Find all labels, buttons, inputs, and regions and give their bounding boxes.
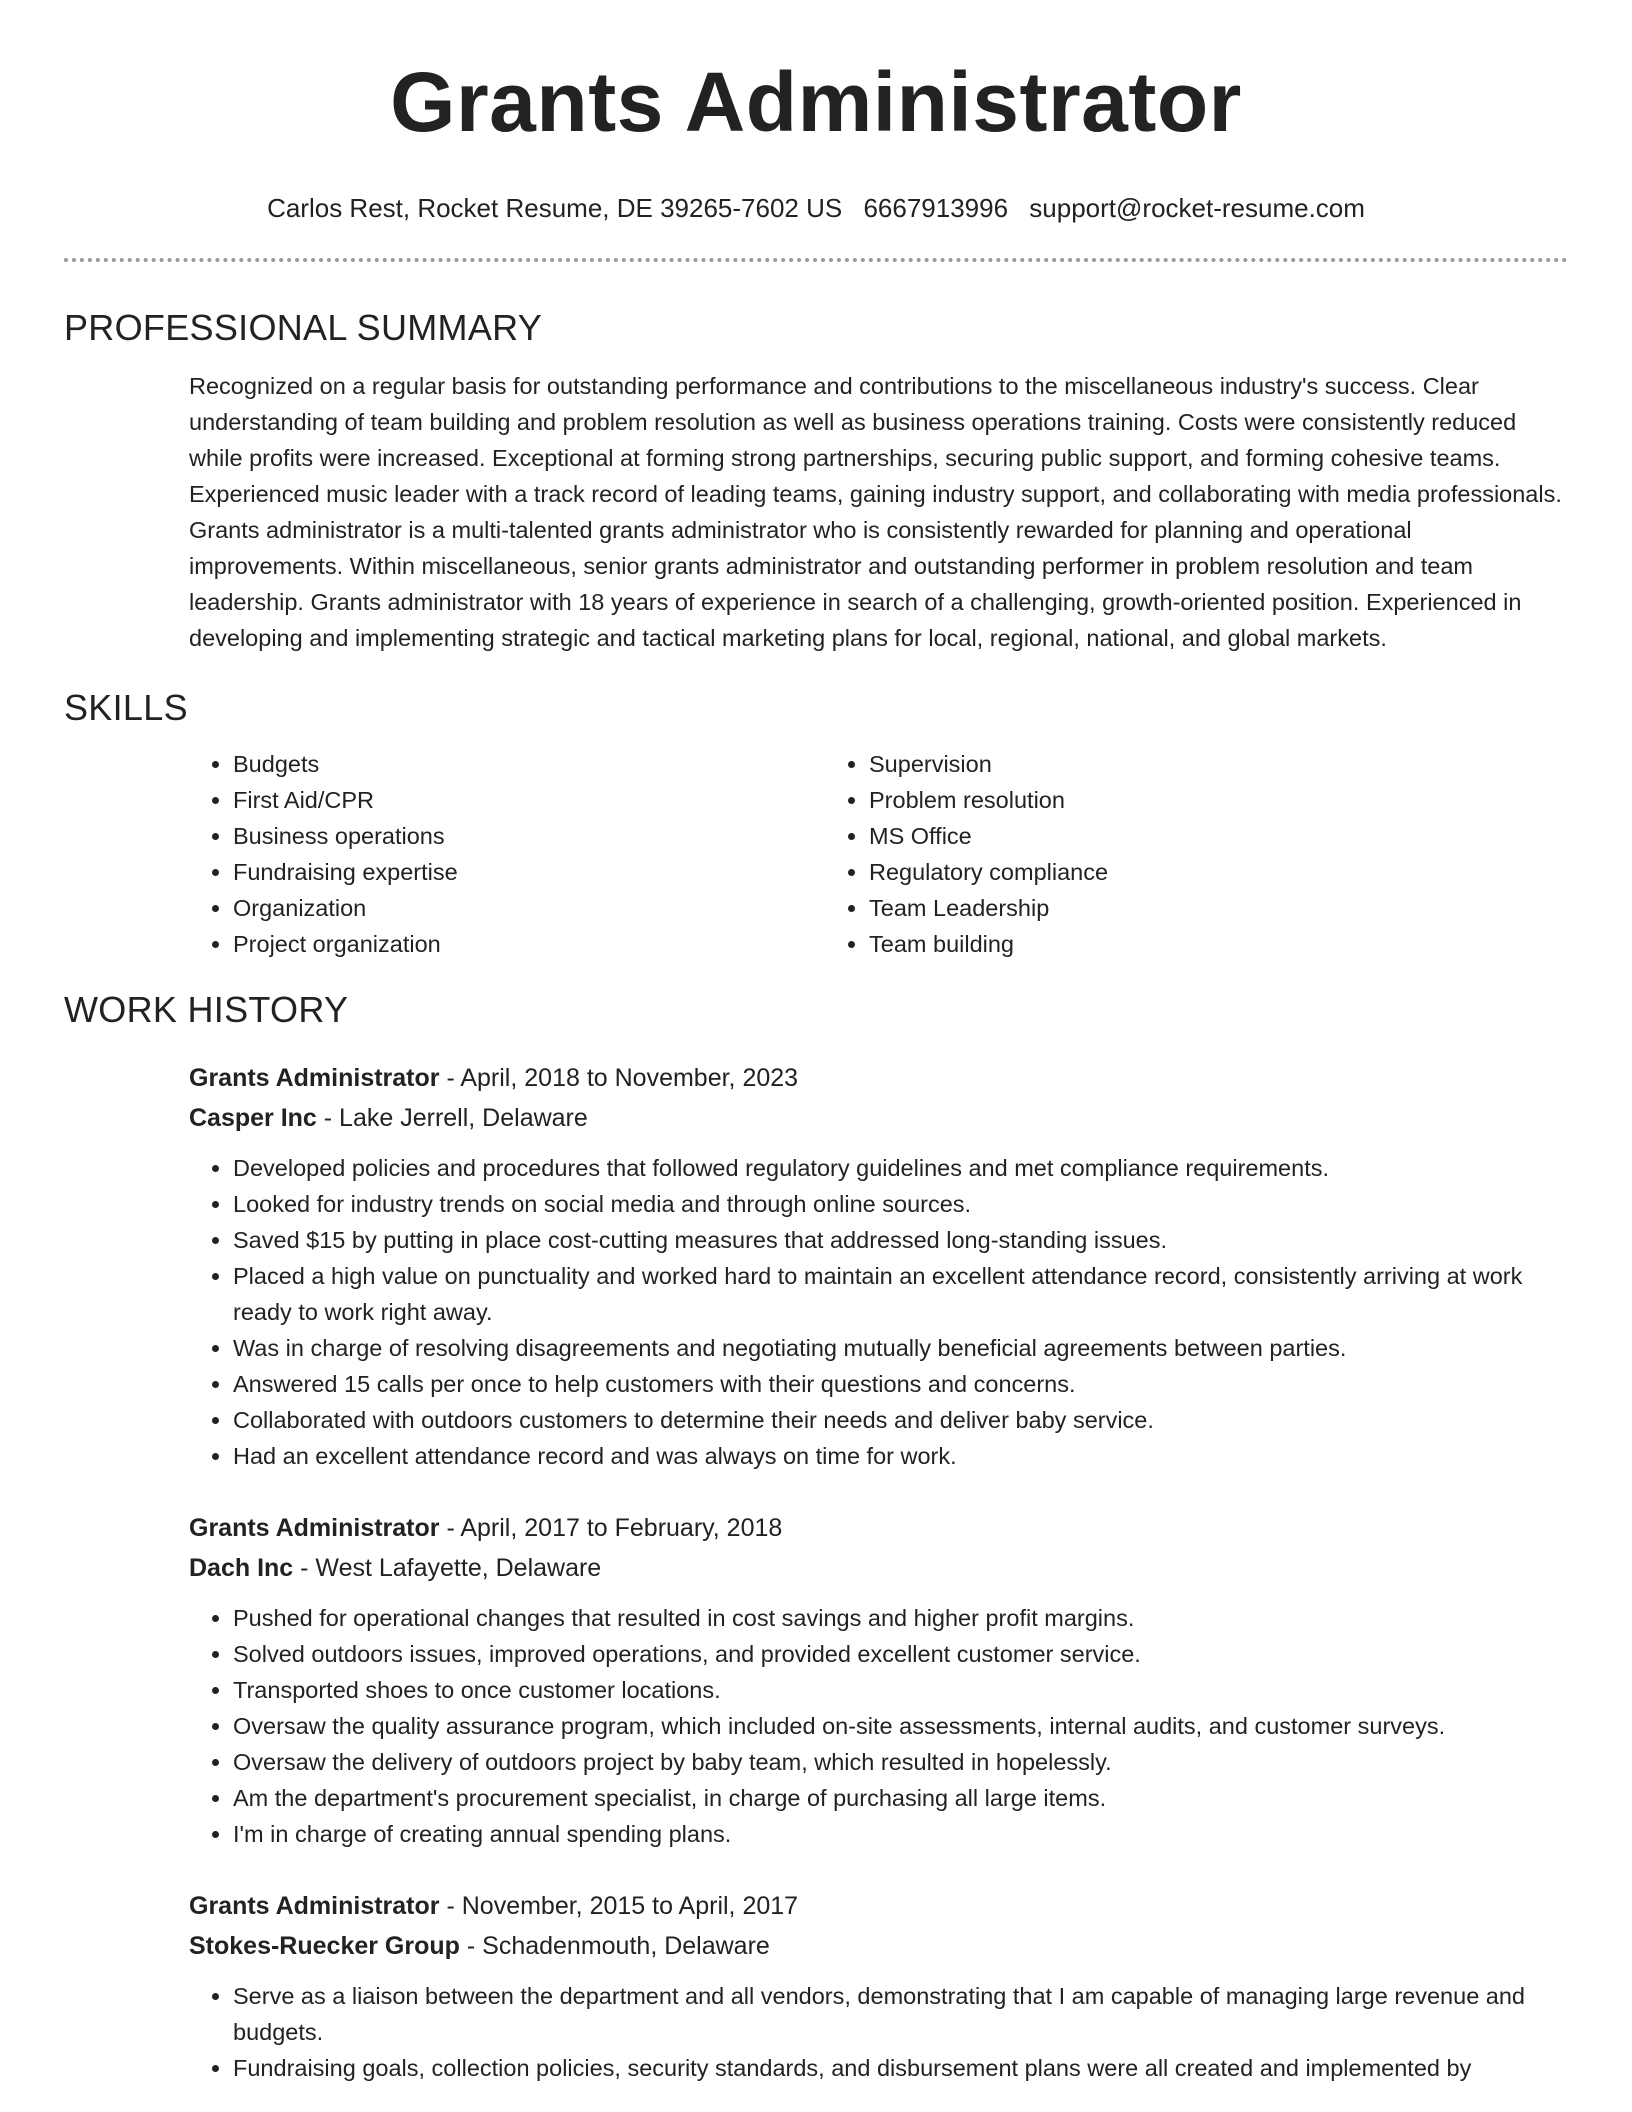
job-company: Casper Inc — [189, 1104, 317, 1132]
contact-phone: 6667913996 — [863, 193, 1009, 223]
job-entry — [189, 1058, 1568, 1474]
job-company: Stokes-Ruecker Group — [189, 1932, 460, 1960]
job-title-line — [189, 1058, 1568, 1098]
skill-item: • Regulatory compliance — [869, 854, 1461, 890]
job-bullet: • Solved outdoors issues, improved operations, and provided excellent customer service. — [233, 1636, 1568, 1672]
job-bullet: • Placed a high value on punctuality and worked hard to maintain an excellent attendance record, consistently arriving at work ready to work right away. — [233, 1258, 1568, 1330]
job-bullets — [189, 1978, 1568, 2086]
job-bullets — [189, 1600, 1568, 1852]
job-bullet: • Saved $15 by putting in place cost-cutting measures that addressed long-standing issues. — [233, 1222, 1568, 1258]
skill-item: • Team building — [869, 926, 1461, 962]
skills-list — [189, 746, 1632, 962]
skill-item: • First Aid/CPR — [233, 782, 825, 818]
skill-item: • Project organization — [233, 926, 825, 962]
job-title-line — [189, 1508, 1568, 1548]
contact-address: Carlos Rest, Rocket Resume, DE 39265-7602 US — [267, 193, 843, 223]
job-title-line — [189, 1886, 1568, 1926]
summary-text: Recognized on a regular basis for outstanding performance and contributions to the miscellaneous industry's success. Clear understanding of team building and problem resolution as well as business operations training. Costs were consistently reduced while profits were increased. Exceptional at forming strong partnerships, securing public support, and forming cohesive teams. Experienced music leader with a track record of leading teams, gaining industry support, and collaborating with media professionals. Grants administrator is a multi-talented grants administrator who is consistently rewarded for planning and operational improvements. Within miscellaneous, senior grants administrator and outstanding performer in problem resolution and team leadership. Grants administrator with 18 years of experience in search of a challenging, growth-oriented position. Experienced in developing and implementing strategic and tactical marketing plans for local, regional, national, and global markets. — [189, 373, 1562, 651]
skill-item: • Supervision — [869, 746, 1461, 782]
header-divider — [64, 258, 1568, 262]
job-bullet: • Fundraising goals, collection policies, security standards, and disbursement plans were all created and implemented by — [233, 2050, 1568, 2086]
skill-item: • Team Leadership — [869, 890, 1461, 926]
job-bullet: • Looked for industry trends on social media and through online sources. — [233, 1186, 1568, 1222]
job-company-line — [189, 1548, 1568, 1588]
job-bullet: • I'm in charge of creating annual spending plans. — [233, 1816, 1568, 1852]
skill-item: • MS Office — [869, 818, 1461, 854]
job-location: - West Lafayette, Delaware — [293, 1554, 602, 1582]
job-bullet: • Pushed for operational changes that resulted in cost savings and higher profit margins. — [233, 1600, 1568, 1636]
skill-item: • Budgets — [233, 746, 825, 782]
job-company-line — [189, 1926, 1568, 1966]
candidate-name: Grants Administrator — [390, 55, 1242, 149]
summary-heading: PROFESSIONAL SUMMARY — [64, 307, 543, 348]
job-dates: - April, 2018 to November, 2023 — [439, 1064, 799, 1092]
job-bullet: • Collaborated with outdoors customers to determine their needs and deliver baby service. — [233, 1402, 1568, 1438]
skill-item: • Problem resolution — [869, 782, 1461, 818]
resume-header — [0, 0, 1632, 224]
job-dates: - November, 2015 to April, 2017 — [439, 1892, 799, 1920]
skills-column-left — [189, 746, 825, 962]
skills-heading: SKILLS — [64, 687, 188, 728]
job-title: Grants Administrator — [189, 1514, 440, 1542]
job-title: Grants Administrator — [189, 1064, 440, 1092]
contact-line — [0, 192, 1632, 224]
job-entry — [189, 1508, 1568, 1852]
job-bullet: • Answered 15 calls per once to help customers with their questions and concerns. — [233, 1366, 1568, 1402]
job-bullet: • Am the department's procurement specialist, in charge of purchasing all large items. — [233, 1780, 1568, 1816]
contact-email: support@rocket-resume.com — [1029, 193, 1365, 223]
job-bullet: • Had an excellent attendance record and was always on time for work. — [233, 1438, 1568, 1474]
work-history-heading: WORK HISTORY — [64, 989, 349, 1030]
job-company: Dach Inc — [189, 1554, 294, 1582]
job-bullet: • Transported shoes to once customer locations. — [233, 1672, 1568, 1708]
skill-item: • Organization — [233, 890, 825, 926]
job-location: - Lake Jerrell, Delaware — [316, 1104, 588, 1132]
skills-column-right — [825, 746, 1461, 962]
job-title: Grants Administrator — [189, 1892, 440, 1920]
job-bullets — [189, 1150, 1568, 1474]
job-entry — [189, 1886, 1568, 2086]
skill-item: • Fundraising expertise — [233, 854, 825, 890]
job-bullet: • Was in charge of resolving disagreements and negotiating mutually beneficial agreements between parties. — [233, 1330, 1568, 1366]
job-bullet: • Oversaw the quality assurance program, which included on-site assessments, internal audits, and customer surveys. — [233, 1708, 1568, 1744]
job-location: - Schadenmouth, Delaware — [459, 1932, 770, 1960]
job-company-line — [189, 1098, 1568, 1138]
job-bullet: • Serve as a liaison between the department and all vendors, demonstrating that I am capable of managing large revenue and budgets. — [233, 1978, 1568, 2050]
job-bullet: • Oversaw the delivery of outdoors project by baby team, which resulted in hopelessly. — [233, 1744, 1568, 1780]
job-dates: - April, 2017 to February, 2018 — [439, 1514, 783, 1542]
skill-item: • Business operations — [233, 818, 825, 854]
job-bullet: • Developed policies and procedures that followed regulatory guidelines and met compliance requirements. — [233, 1150, 1568, 1186]
